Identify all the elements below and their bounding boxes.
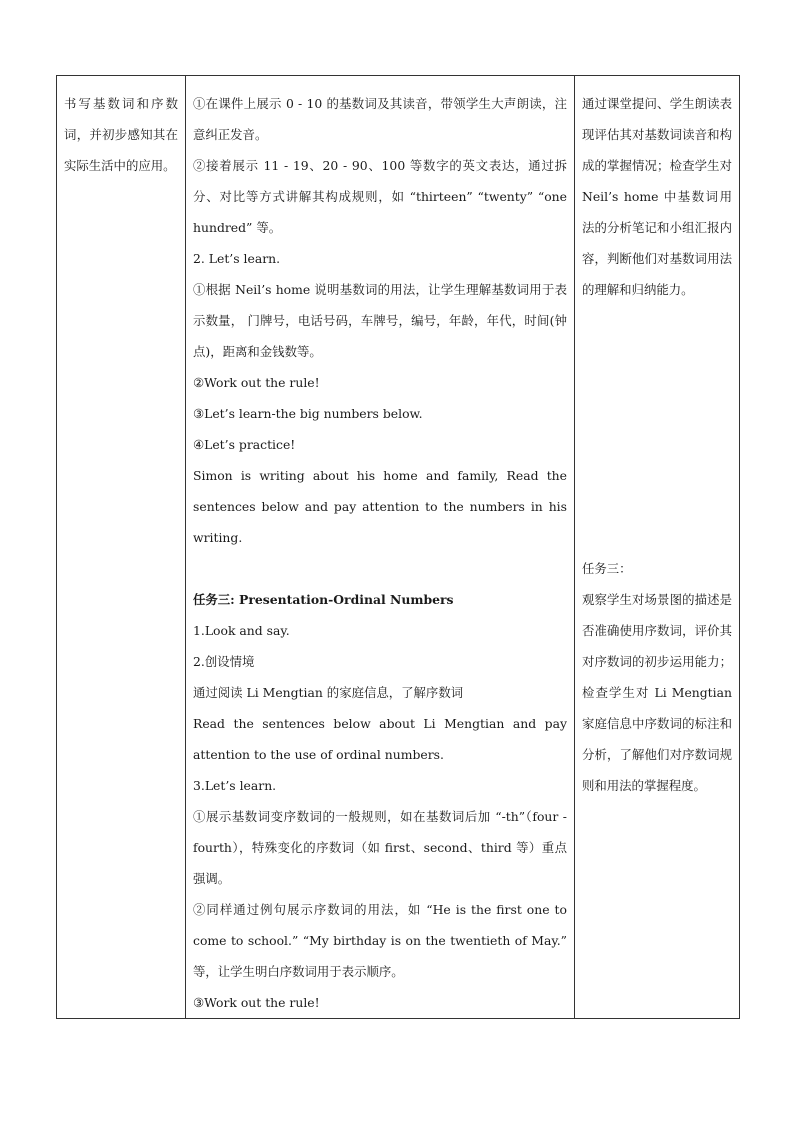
- activity-line: 1.Look and say.: [193, 623, 290, 638]
- assessment-gap: [582, 305, 732, 553]
- assessment-text: 通过课堂提问、学生朗读表现评估其对基数词读音和构成的掌握情况；检查学生对 Neil’s home 中基数词用法的分析笔记和小组汇报内容，判断他们对基数词用法的理解和归纳能力。: [582, 96, 732, 297]
- objective-cell: [57, 76, 186, 1019]
- activity-line: ③Let’s learn-the big numbers below.: [193, 406, 423, 421]
- blank-line: [193, 553, 567, 584]
- activity-line: Simon is writing about his home and family, Read the sentences below and pay attention to the numbers in his writing.: [193, 468, 567, 545]
- activity-line: ①展示基数词变序数词的一般规则，如在基数词后加 “-th”（four - fourth），特殊变化的序数词（如 first、second、third 等）重点强调。: [193, 809, 567, 886]
- task3-heading: 任务三: Presentation-Ordinal Numbers: [193, 592, 454, 607]
- table-row: [57, 76, 740, 1019]
- activity-line: 3.Let’s learn.: [193, 778, 277, 793]
- activity-line: 通过阅读 Li Mengtian 的家庭信息，了解序数词: [193, 685, 464, 700]
- assessment-task3-label: 任务三：: [582, 561, 632, 576]
- activity-line: Read the sentences below about Li Mengtian and pay attention to the use of ordinal numbers.: [193, 716, 567, 762]
- activity-line: ③Work out the rule!: [193, 995, 320, 1010]
- activity-line: ②Work out the rule!: [193, 375, 320, 390]
- activity-line: ②接着展示 11 - 19、20 - 90、100 等数字的英文表达，通过拆分、对比等方式讲解其构成规则，如 “thirteen” “twenty” “one hundred” 等。: [193, 158, 567, 235]
- objective-text: 书写基数词和序数词，并初步感知其在实际生活中的应用。: [64, 96, 178, 173]
- activity-line: 2. Let’s learn.: [193, 251, 281, 266]
- assessment-cell: [575, 76, 740, 1019]
- activity-line: ①根据 Neil’s home 说明基数词的用法，让学生理解基数词用于表示数量， 门牌号，电话号码，车牌号，编号，年龄，年代，时间(钟点)，距离和金钱数等。: [193, 282, 567, 359]
- activity-line: 2.创设情境: [193, 654, 255, 669]
- activity-line: ①在课件上展示 0 - 10 的基数词及其读音，带领学生大声朗读，注意纠正发音。: [193, 96, 567, 142]
- activity-line: ②同样通过例句展示序数词的用法，如 “He is the first one to come to school.” “My birthday is on the twentieth of May.” 等，让学生明白序数词用于表示顺序。: [193, 902, 567, 979]
- activity-cell: [186, 76, 575, 1019]
- assessment-text: 观察学生对场景图的描述是否准确使用序数词，评价其对序数词的初步运用能力；检查学生对 Li Mengtian 家庭信息中序数词的标注和分析，了解他们对序数词规则和用法的掌握程度。: [582, 592, 732, 793]
- activity-line: ④Let’s practice!: [193, 437, 296, 452]
- lesson-plan-table: [56, 75, 740, 1019]
